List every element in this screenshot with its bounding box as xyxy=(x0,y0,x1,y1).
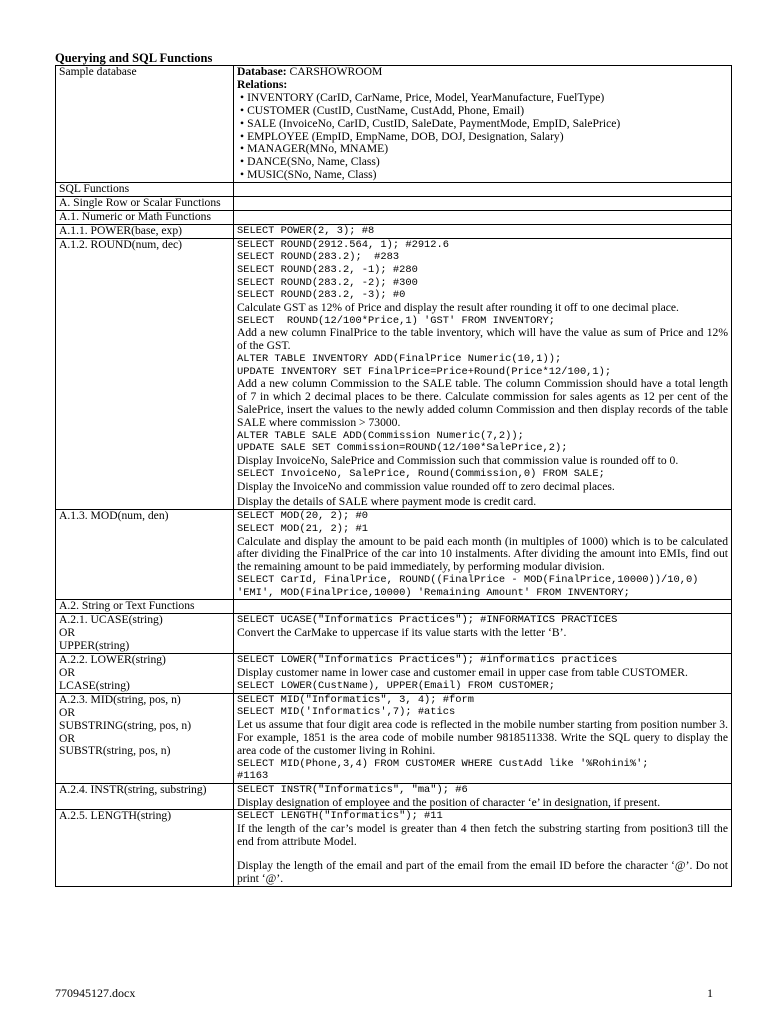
section-numeric: A.1. Numeric or Math Functions xyxy=(56,210,234,224)
ucase-function-cell xyxy=(234,614,732,654)
bullet-icon: • xyxy=(240,129,245,143)
database-name: CARSHOWROOM xyxy=(289,65,383,78)
exercise-text: Add a new column FinalPrice to the table inventory, which will have the value as sum of Price and 12% of the GST. xyxy=(237,326,728,353)
table-row xyxy=(56,600,732,614)
empty-cell xyxy=(234,600,732,614)
table-row xyxy=(56,197,732,211)
relations-label: Relations: xyxy=(237,77,288,91)
bullet-icon: • xyxy=(240,103,245,117)
list-item: • INVENTORY (CarID, CarName, Price, Model, YearManufacture, FuelType) xyxy=(240,90,605,104)
code-snippet: SELECT LENGTH("Informatics"); #11 xyxy=(237,810,443,823)
table-row xyxy=(56,510,732,600)
code-snippet: SELECT MOD(20, 2); #0 SELECT MOD(21, 2); #1 xyxy=(237,510,368,535)
code-snippet: SELECT INSTR("Informatics", "ma"); #6 xyxy=(237,783,468,796)
empty-cell xyxy=(234,210,732,224)
exercise-text: Display customer name in lower case and customer email in upper case from table CUSTOMER. xyxy=(237,665,688,679)
power-function-cell xyxy=(234,224,732,238)
exercise-text: Calculate and display the amount to be paid each month (in multiples of 1000) which is to be calculated after dividing the FinalPrice of the car into 10 instalments. After dividing the amount into EMIs, find out the remaining amount to be paid immediately, by performing modular division. xyxy=(237,534,728,574)
exercise-text: Display the details of SALE where payment mode is credit card. xyxy=(237,495,537,509)
list-item: • CUSTOMER (CustID, CustName, CustAdd, Phone, Email) xyxy=(240,103,525,117)
exercise-text: Display the InvoiceNo and commission value rounded off to zero decimal places. xyxy=(237,479,615,493)
footer-page-number: 1 xyxy=(707,986,713,1000)
exercise-text: Add a new column Commission to the SALE table. The column Commission should have a total length of 7 in which 2 decimal places to be there. Calculate commission for sales agents as 12 per cent of the SalePrice, insert the values to the newly added column Commission and then display records of the table SALE where commission > 73000. xyxy=(237,377,728,429)
table-row xyxy=(56,66,732,183)
length-function-label: A.2.5. LENGTH(string) xyxy=(56,810,234,886)
list-item: • DANCE(SNo, Name, Class) xyxy=(240,155,380,169)
length-function-cell xyxy=(234,810,732,886)
bullet-icon: • xyxy=(240,168,245,182)
code-snippet: SELECT POWER(2, 3); #8 xyxy=(237,224,375,237)
document-title: Querying and SQL Functions xyxy=(55,51,213,65)
empty-cell xyxy=(234,197,732,211)
mod-function-label: A.1.3. MOD(num, den) xyxy=(56,510,234,600)
code-snippet: SELECT UCASE("Informatics Practices"); #INFORMATICS PRACTICES xyxy=(237,614,618,627)
section-sql-functions: SQL Functions xyxy=(56,183,234,197)
table-row xyxy=(56,224,732,238)
code-snippet: SELECT LOWER("Informatics Practices"); #informatics practices xyxy=(237,654,618,667)
database-prefix: Database: xyxy=(237,65,287,78)
database-line xyxy=(237,66,728,79)
code-snippet: ALTER TABLE SALE ADD(Commission Numeric(7,2)); UPDATE SALE SET Commission=ROUND(12/100*SalePrice,2); xyxy=(237,429,568,455)
exercise-text: Display designation of employee and the position of character ‘e’ in designation, if present. xyxy=(237,795,661,809)
mid-function-label: A.2.3. MID(string, pos, n) OR SUBSTRING(string, pos, n) OR SUBSTR(string, pos, n) xyxy=(56,693,234,783)
power-function-label: A.1.1. POWER(base, exp) xyxy=(56,224,234,238)
instr-function-label: A.2.4. INSTR(string, substring) xyxy=(56,783,234,810)
code-snippet: SELECT ROUND(12/100*Price,1) 'GST' FROM INVENTORY; xyxy=(237,314,556,327)
exercise-text: Calculate GST as 12% of Price and display the result after rounding it off to one decimal place. xyxy=(237,300,679,314)
table-row xyxy=(56,183,732,197)
exercise-text: Display InvoiceNo, SalePrice and Commission such that commission value is rounded off to 0. xyxy=(237,454,679,468)
bullet-icon: • xyxy=(240,155,245,169)
section-string: A.2. String or Text Functions xyxy=(56,600,234,614)
table-row xyxy=(56,238,732,510)
code-snippet: SELECT ROUND(2912.564, 1); #2912.6 SELECT ROUND(283.2); #283 SELECT ROUND(283.2, -1); #280 SELECT ROUND(283.2, -2); #300 SELECT ROUND(283.2, -3); #0 xyxy=(237,238,450,302)
table-row xyxy=(56,210,732,224)
sample-database-label: Sample database xyxy=(56,66,234,183)
code-snippet: ALTER TABLE INVENTORY ADD(FinalPrice Numeric(10,1)); UPDATE INVENTORY SET FinalPrice=Price+Round(Price*12/100,1); xyxy=(237,353,612,378)
code-snippet: SELECT LOWER(CustName), UPPER(Email) FROM CUSTOMER; xyxy=(237,679,556,692)
section-single-row: A. Single Row or Scalar Functions xyxy=(56,197,234,211)
mod-function-cell xyxy=(234,510,732,600)
round-function-label: A.1.2. ROUND(num, dec) xyxy=(56,238,234,510)
lower-function-label: A.2.2. LOWER(string) OR LCASE(string) xyxy=(56,654,234,694)
relations-list xyxy=(237,92,728,182)
empty-cell xyxy=(234,183,732,197)
exercise-text: Display the length of the email and part of the email from the email ID before the character ‘@’. Do not print ‘@’. xyxy=(237,858,728,885)
instr-function-cell xyxy=(234,783,732,810)
bullet-icon: • xyxy=(240,142,245,156)
functions-table xyxy=(55,65,732,887)
list-item: • SALE (InvoiceNo, CarID, CustID, SaleDate, PaymentMode, EmpID, SalePrice) xyxy=(240,116,621,130)
table-row xyxy=(56,614,732,654)
exercise-text: If the length of the car’s model is greater than 4 then fetch the substring starting from position3 till the end from attribute Model. xyxy=(237,822,728,848)
bullet-icon: • xyxy=(240,116,245,130)
round-function-cell xyxy=(234,238,732,510)
exercise-text: Convert the CarMake to uppercase if its value starts with the letter ‘B’. xyxy=(237,625,567,639)
table-row xyxy=(56,810,732,886)
table-row xyxy=(56,693,732,783)
table-row xyxy=(56,654,732,694)
ucase-function-label: A.2.1. UCASE(string) OR UPPER(string) xyxy=(56,614,234,654)
list-item: • MUSIC(SNo, Name, Class) xyxy=(240,168,377,182)
list-item: • EMPLOYEE (EmpID, EmpName, DOB, DOJ, Designation, Salary) xyxy=(240,129,564,143)
list-item: • MANAGER(MNo, MNAME) xyxy=(240,142,389,156)
code-snippet: SELECT MID("Informatics", 3, 4); #form SELECT MID('Informatics',7); #atics xyxy=(237,693,474,719)
lower-function-cell xyxy=(234,654,732,694)
code-snippet: SELECT CarId, FinalPrice, ROUND((FinalPrice - MOD(FinalPrice,10000))/10,0) 'EMI', MOD(FinalPrice,10000) 'Remaining Amount' FROM INVENTORY; xyxy=(237,574,705,599)
code-snippet: SELECT MID(Phone,3,4) FROM CUSTOMER WHERE CustAdd like '%Rohini%'; #1163 xyxy=(237,757,649,783)
table-row xyxy=(56,783,732,810)
exercise-text: Let us assume that four digit area code is reflected in the mobile number starting from position number 3. For example, 1851 is the area code of mobile number 9818511338. Write the SQL query to display the area code of the customer living in Rohini. xyxy=(237,718,728,757)
code-snippet: SELECT InvoiceNo, SalePrice, Round(Commission,0) FROM SALE; xyxy=(237,467,605,480)
footer-filename: 770945127.docx xyxy=(55,986,136,1000)
sample-database-cell xyxy=(234,66,732,183)
bullet-icon: • xyxy=(240,90,245,104)
mid-function-cell xyxy=(234,693,732,783)
